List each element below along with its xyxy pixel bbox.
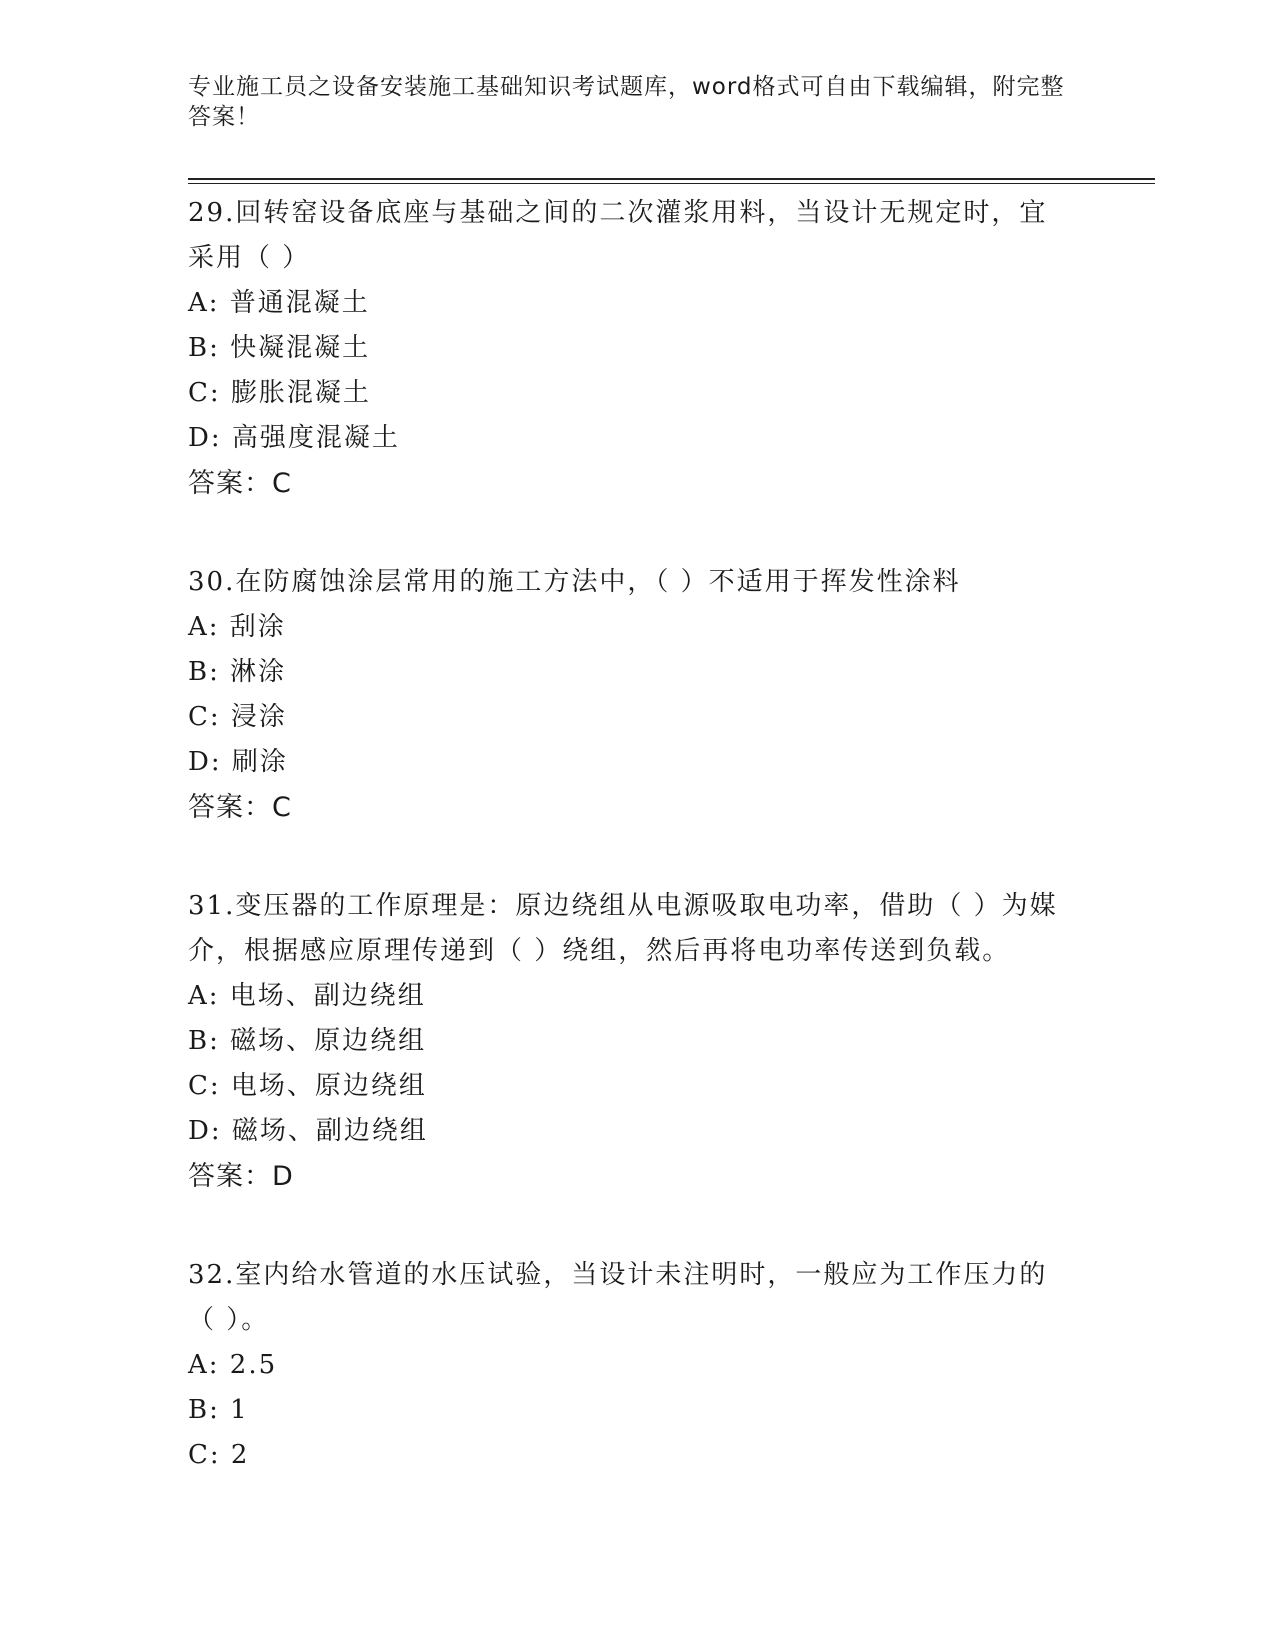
option-d: D: 高强度混凝土 (188, 423, 400, 453)
option-a: A: 2.5 (188, 1350, 278, 1380)
question-block (188, 1253, 1068, 1478)
option-b: B: 1 (188, 1395, 249, 1425)
option-a: A: 电场、副边绕组 (188, 981, 426, 1011)
answer-text: 答案：C (188, 468, 292, 499)
option-a: A: 刮涂 (188, 612, 286, 642)
document-header: 专业施工员之设备安装施工基础知识考试题库，word格式可自由下载编辑，附完整答案！ (188, 74, 1065, 130)
question-block (188, 191, 1068, 506)
option-d: D: 磁场、副边绕组 (188, 1116, 428, 1146)
option-c: C: 浸涂 (188, 702, 287, 732)
answer-text: 答案：C (188, 792, 292, 823)
question-text: 30.在防腐蚀涂层常用的施工方法中，（ ）不适用于挥发性涂料 (188, 567, 961, 597)
question-list (188, 188, 1068, 1532)
option-b: B: 磁场、原边绕组 (188, 1026, 427, 1056)
option-b: B: 快凝混凝土 (188, 333, 371, 363)
question-text: 32.室内给水管道的水压试验，当设计未注明时，一般应为工作压力的（ ）。 (188, 1260, 1048, 1335)
option-c: C: 膨胀混凝土 (188, 378, 371, 408)
option-d: D: 刷涂 (188, 747, 288, 777)
option-b: B: 淋涂 (188, 657, 287, 687)
option-a: A: 普通混凝土 (188, 288, 370, 318)
header-divider-thin (188, 183, 1155, 184)
question-block (188, 884, 1068, 1199)
question-text: 29.回转窑设备底座与基础之间的二次灌浆用料，当设计无规定时，宜采用（ ） (188, 198, 1048, 273)
option-c: C: 2 (188, 1440, 250, 1470)
header-divider (188, 178, 1155, 180)
question-block (188, 560, 1068, 830)
answer-text: 答案：D (188, 1161, 294, 1192)
question-text: 31.变压器的工作原理是：原边绕组从电源吸取电功率，借助（ ）为媒介，根据感应原理传递到（ ）绕组，然后再将电功率传送到负载。 (188, 891, 1058, 966)
option-c: C: 电场、原边绕组 (188, 1071, 427, 1101)
